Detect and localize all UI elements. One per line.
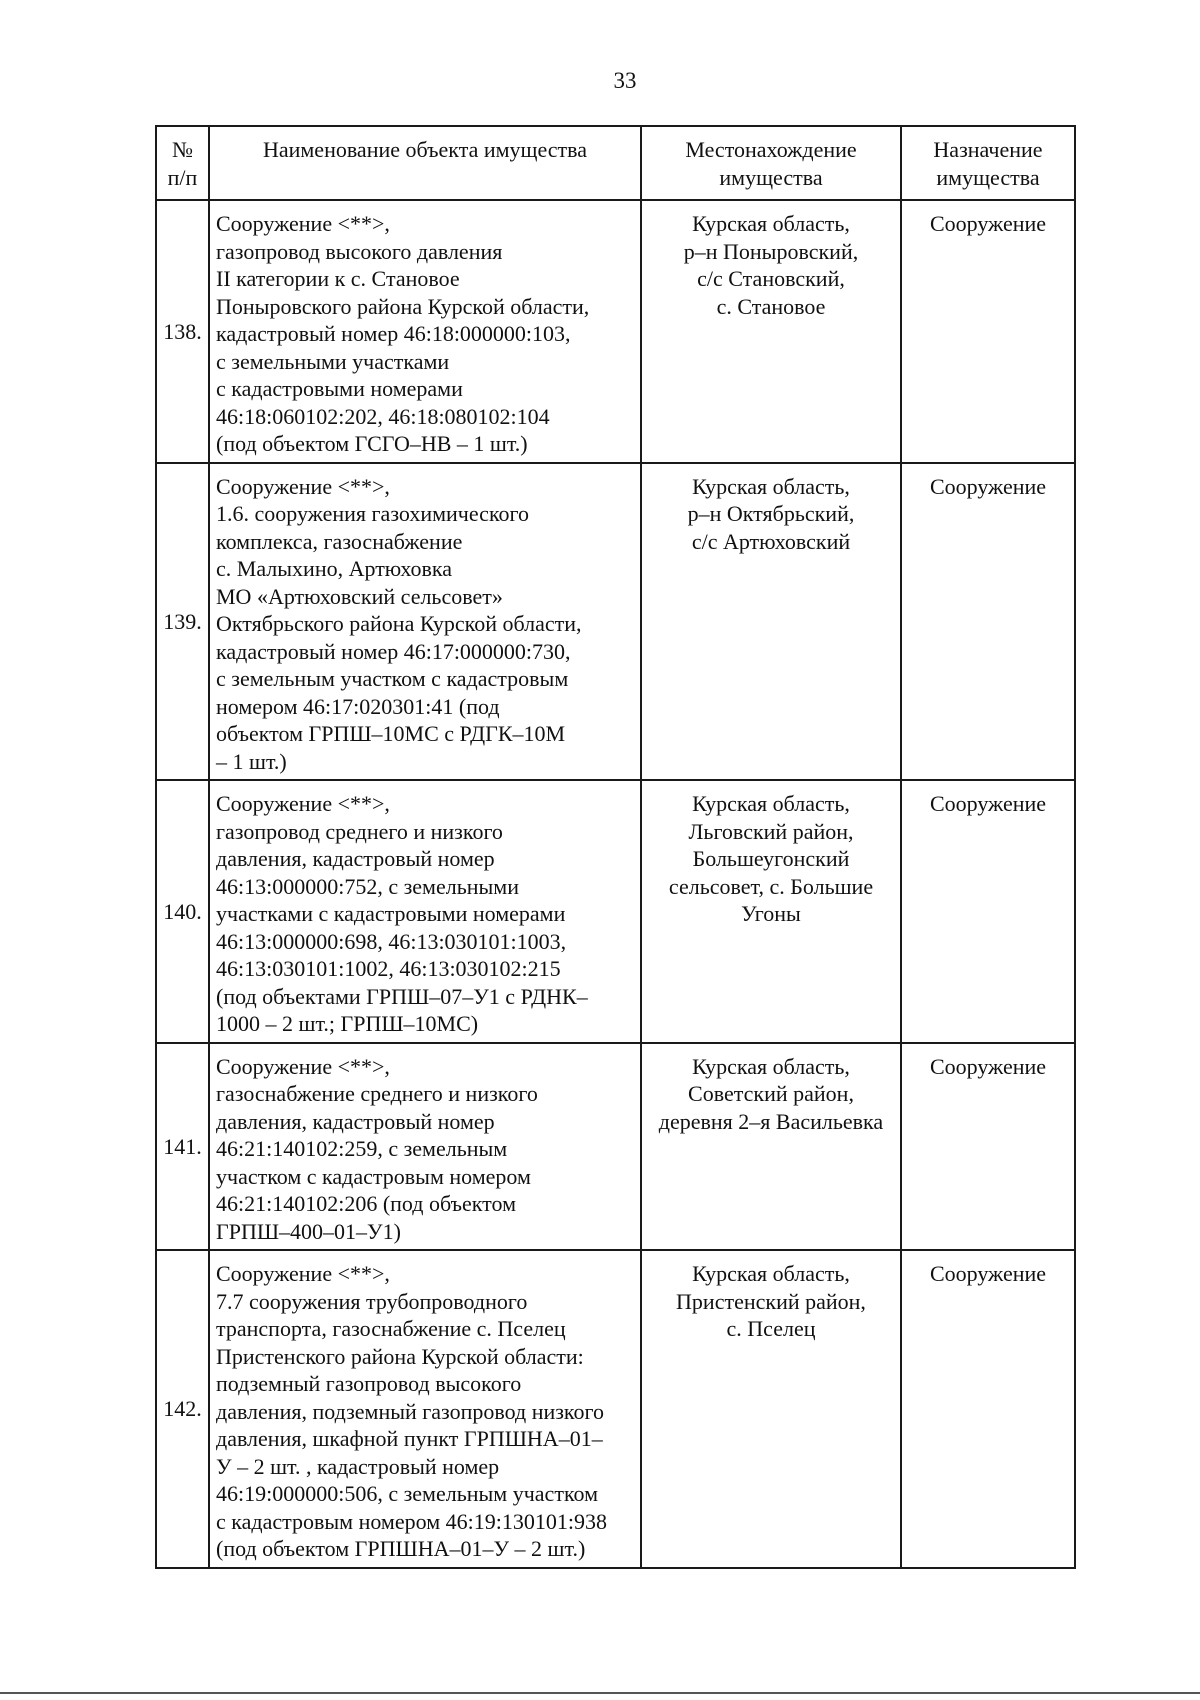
object-name: Сооружение <**>, газопровод среднего и низкого давления, кадастровый номер 46:13:000000:752, с земельными участками с кадастровыми номерами 46:13:000000:698, 46:13:030101:1003, 46:13:030101:1002, 46:13:030102:215 (под объектами ГРПШ–07–У1 с РДНК– 1000 – 2 шт.; ГРПШ–10МС) bbox=[209, 780, 641, 1043]
object-name: Сооружение <**>, 7.7 сооружения трубопроводного транспорта, газоснабжение с. Пселец Пристенского района Курской области: подземный газопровод высокого давления, подземный газопровод низкого давления, шкафной пункт ГРПШНА–01– У – 2 шт. , кадастровый номер 46:19:000000:506, с земельным участком с кадастровым номером 46:19:130101:938 (под объектом ГРПШНА–01–У – 2 шт.) bbox=[209, 1250, 641, 1568]
object-location: Курская область, р–н Поныровский, с/с Становский, с. Становое bbox=[641, 200, 901, 463]
table-row bbox=[156, 780, 1075, 1043]
row-number: 141. bbox=[156, 1043, 209, 1251]
header-number-line2: п/п bbox=[167, 164, 198, 190]
header-object-name-text: Наименование объекта имущества bbox=[262, 137, 588, 162]
table-header-row bbox=[156, 126, 1075, 200]
object-name: Сооружение <**>, газоснабжение среднего и низкого давления, кадастровый номер 46:21:140102:259, с земельным участком с кадастровым номером 46:21:140102:206 (под объектом ГРПШ–400–01–У1) bbox=[209, 1043, 641, 1251]
header-location bbox=[641, 126, 901, 200]
row-number: 139. bbox=[156, 463, 209, 781]
header-purpose-line2: имущества bbox=[936, 164, 1040, 190]
object-location: Курская область, Пристенский район, с. Пселец bbox=[641, 1250, 901, 1568]
object-purpose: Сооружение bbox=[901, 200, 1075, 463]
header-location-line2: имущества bbox=[719, 164, 823, 190]
header-purpose-line1: Назначение bbox=[933, 137, 1043, 162]
object-purpose: Сооружение bbox=[901, 1250, 1075, 1568]
object-purpose: Сооружение bbox=[901, 780, 1075, 1043]
header-object-name bbox=[209, 126, 641, 200]
page-number: 33 bbox=[613, 68, 637, 93]
row-number: 142. bbox=[156, 1250, 209, 1568]
row-number: 138. bbox=[156, 200, 209, 463]
object-purpose: Сооружение bbox=[901, 463, 1075, 781]
object-location: Курская область, р–н Октябрьский, с/с Артюховский bbox=[641, 463, 901, 781]
header-location-line1: Местонахождение bbox=[685, 137, 857, 162]
table-row bbox=[156, 200, 1075, 463]
object-purpose: Сооружение bbox=[901, 1043, 1075, 1251]
property-register-table bbox=[155, 125, 1076, 1569]
table-row bbox=[156, 1250, 1075, 1568]
table-row bbox=[156, 1043, 1075, 1251]
header-number-line1: № bbox=[172, 137, 193, 162]
object-location: Курская область, Льговский район, Большеугонский сельсовет, с. Большие Угоны bbox=[641, 780, 901, 1043]
object-location: Курская область, Советский район, деревня 2–я Васильевка bbox=[641, 1043, 901, 1251]
table-row bbox=[156, 463, 1075, 781]
header-number bbox=[156, 126, 209, 200]
object-name: Сооружение <**>, 1.6. сооружения газохимического комплекса, газоснабжение с. Малыхино, Артюховка МО «Артюховский сельсовет» Октябрьского района Курской области, кадастровый номер 46:17:000000:730, с земельным участком с кадастровым номером 46:17:020301:41 (под объектом ГРПШ–10МС с РДГК–10М – 1 шт.) bbox=[209, 463, 641, 781]
page-bottom-edge bbox=[0, 1692, 1200, 1694]
object-name: Сооружение <**>, газопровод высокого давления II категории к с. Становое Поныровского района Курской области, кадастровый номер 46:18:000000:103, с земельными участками с кадастровыми номерами 46:18:060102:202, 46:18:080102:104 (под объектом ГСГО–НВ – 1 шт.) bbox=[209, 200, 641, 463]
row-number: 140. bbox=[156, 780, 209, 1043]
header-purpose bbox=[901, 126, 1075, 200]
